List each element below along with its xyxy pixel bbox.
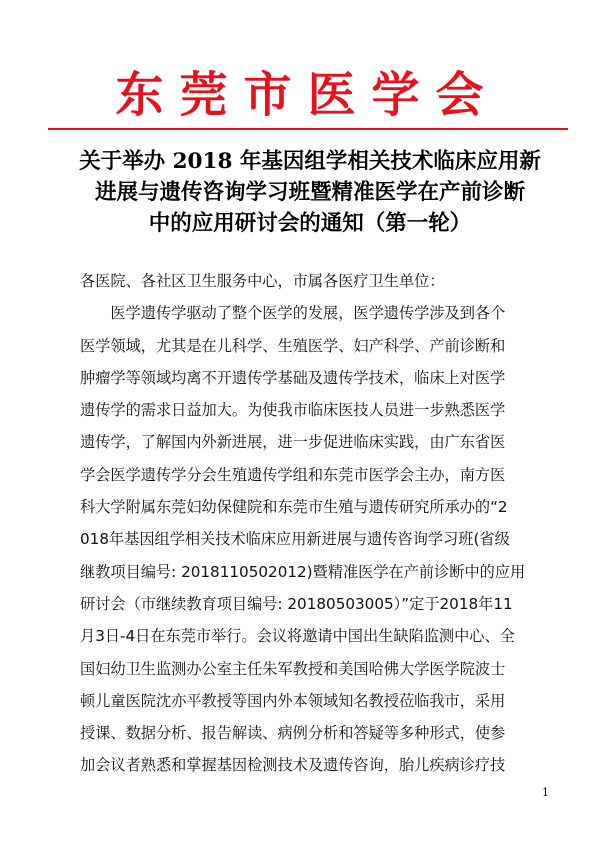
organization-header: 东莞市医学会 — [115, 67, 500, 123]
body-line: 医学遗传学驱动了整个医学的发展，医学遗传学涉及到各个 — [80, 304, 506, 323]
body-line: 授课、数据分析、报告解读、病例分析和答疑等多种形式，使参 — [80, 724, 506, 743]
title-line-2: 进展与遗传咨询学习班暨精准医学在产前诊断 — [94, 180, 525, 205]
body-line: 顿儿童医院沈亦平教授等国内外本领域知名教授莅临我市，采用 — [80, 691, 506, 710]
body-line: 月3日-4日在东莞市举行。会议将邀请中国出生缺陷监测中心、全 — [80, 627, 515, 646]
body-line: 各医院、各社区卫生服务中心，市属各医疗卫生单位： — [80, 272, 445, 290]
body-line: 学会医学遗传学分会生殖遗传学组和东莞市医学会主办，南方医 — [80, 465, 506, 484]
body-line: 遗传学的需求日益加大。为使我市临床医技人员进一步熟悉医学 — [80, 401, 506, 420]
body-line: 加会议者熟悉和掌握基因检测技术及遗传咨询，胎儿疾病诊疗技 — [80, 756, 506, 775]
body-line: 遗传学，了解国内外新进展，进一步促进临床实践，由广东省医 — [80, 433, 506, 452]
body-line: 肿瘤学等领域均离不开遗传学基础及遗传学技术，临床上对医学 — [80, 368, 506, 387]
body-line: 研讨会（市继续教育项目编号: 20180503005）”定于2018年11 — [80, 594, 513, 613]
page-number: 1 — [542, 786, 549, 799]
header-divider — [48, 128, 568, 130]
document-title — [60, 146, 560, 239]
title-line-3: 中的应用研讨会的通知（第一轮） — [148, 211, 472, 236]
body-line: 018年基因组学相关技术临床应用新进展与遗传咨询学习班(省级 — [80, 530, 510, 549]
body-line: 继教项目编号: 2018110502012)暨精准医学在产前诊断中的应用 — [80, 562, 526, 581]
document-body — [80, 265, 550, 782]
body-line: 国妇幼卫生监测办公室主任朱军教授和美国哈佛大学医学院波士 — [80, 659, 506, 678]
body-line: 科大学附属东莞妇幼保健院和东莞市生殖与遗传研究所承办的“2 — [80, 498, 508, 517]
title-line-1: 关于举办 2018 年基因组学相关技术临床应用新 — [79, 149, 541, 174]
body-line: 医学领域，尤其是在儿科学、生殖医学、妇产科学、产前诊断和 — [80, 336, 506, 355]
